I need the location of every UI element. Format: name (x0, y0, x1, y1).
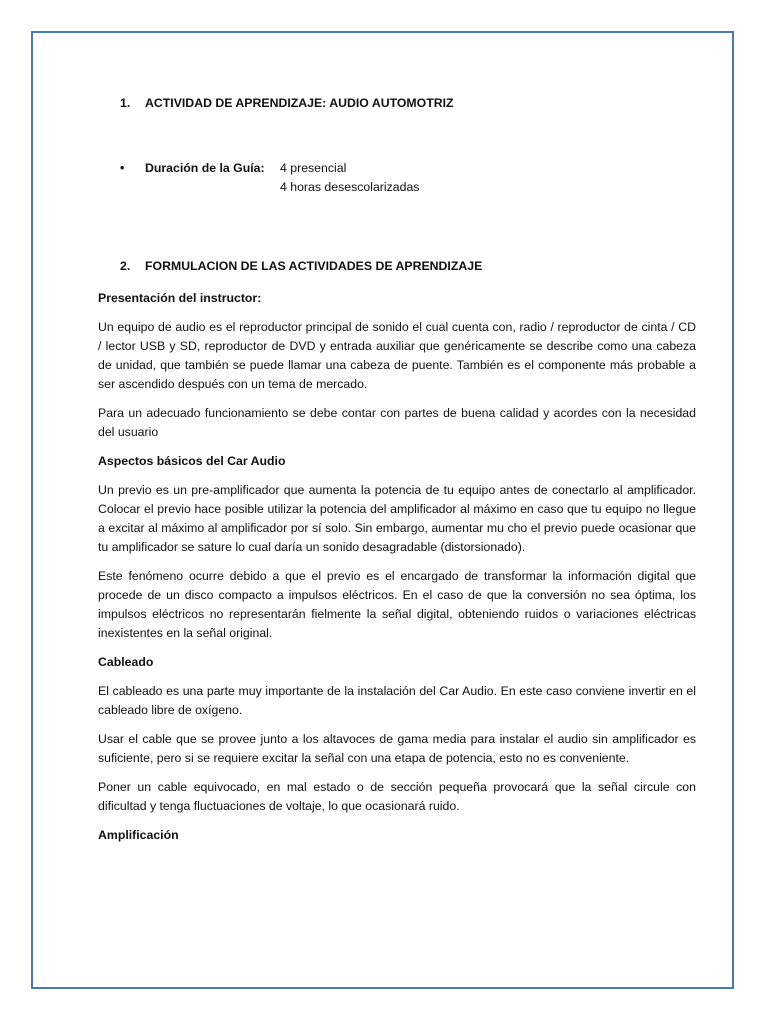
document-content (98, 94, 696, 855)
section-1-title: ACTIVIDAD DE APRENDIZAJE: AUDIO AUTOMOTRIZ (145, 96, 454, 110)
duration-values (280, 159, 419, 197)
amplificacion-heading: Amplificación (98, 828, 179, 842)
paragraph-1: Un equipo de audio es el reproductor principal de sonido el cual cuenta con, radio / reproductor de cinta / CD / lector USB y SD, reproductor de DVD y entrada auxiliar que genéricamente se describe como una cabeza de unidad, que también se puede llamar una cabeza de puente. También es el componente más probable a ser ascendido después con un tema de mercado. (98, 320, 696, 391)
cableado-heading: Cableado (98, 655, 154, 669)
paragraph-7: Poner un cable equivocado, en mal estado o de sección pequeña provocará que la señal circule con dificultad y tenga fluctuaciones de voltaje, lo que ocasionará ruido. (98, 780, 696, 813)
bullet-icon: • (120, 161, 125, 175)
paragraph-3: Un previo es un pre-amplificador que aumenta la potencia de tu equipo antes de conectarlo al amplificador. Colocar el previo hace posible utilizar la potencia del amplificador al máximo en caso que tu equipo no llegue a excitar al máximo al amplificador por sí solo. Sin embargo, aumentar mu cho el previo puede ocasionar que tu amplificador se sature lo cual daría un sonido desagradable (distorsionado). (98, 483, 696, 554)
duration-line-2: 4 horas desescolarizadas (280, 180, 420, 194)
duration-item (98, 159, 696, 197)
aspectos-heading: Aspectos básicos del Car Audio (98, 454, 286, 468)
section-2-title: FORMULACION DE LAS ACTIVIDADES DE APRENDIZAJE (145, 259, 483, 273)
presentacion-heading: Presentación del instructor: (98, 291, 262, 305)
paragraph-2: Para un adecuado funcionamiento se debe contar con partes de buena calidad y acordes con la necesidad del usuario (98, 406, 696, 439)
duration-label: Duración de la Guía: (145, 161, 265, 175)
paragraph-6: Usar el cable que se provee junto a los altavoces de gama media para instalar el audio sin amplificador es suficiente, pero si se requiere excitar la señal con una etapa de potencia, esto no es conveniente. (98, 732, 696, 765)
section-2-number: 2. (120, 259, 131, 273)
paragraph-4: Este fenómeno ocurre debido a que el previo es el encargado de transformar la información digital que procede de un disco compacto a impulsos eléctricos. En el caso de que la conversión no sea óptima, los impulsos eléctricos no representarán fielmente la señal digital, obteniendo ruidos o variaciones eléctricas inexistentes en la señal original. (98, 569, 696, 640)
section-2-heading (98, 257, 696, 276)
paragraph-5: El cableado es una parte muy importante de la instalación del Car Audio. En este caso conviene invertir en el cableado libre de oxígeno. (98, 684, 696, 717)
section-1-number: 1. (120, 96, 131, 110)
duration-line-1: 4 presencial (280, 161, 347, 175)
section-1-heading (98, 94, 696, 113)
